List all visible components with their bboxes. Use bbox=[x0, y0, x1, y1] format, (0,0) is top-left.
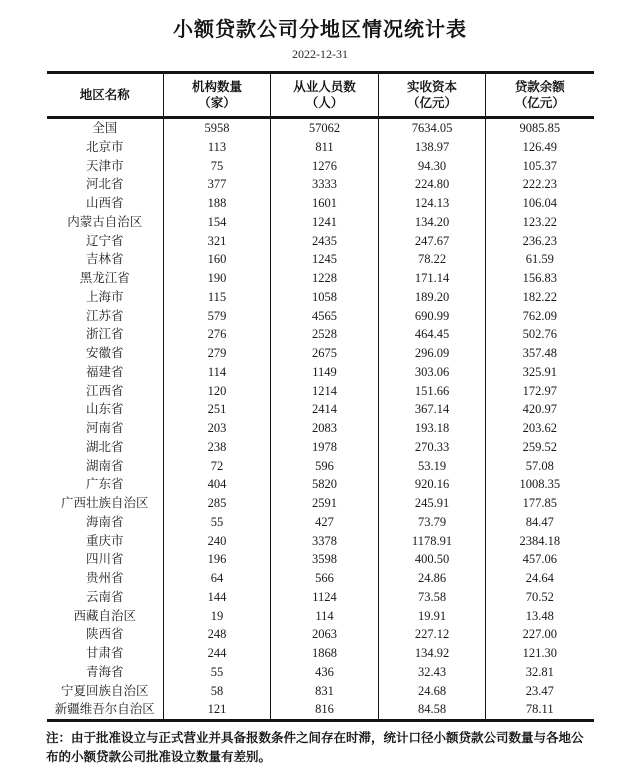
value-cell: 64 bbox=[164, 569, 271, 588]
region-cell: 江苏省 bbox=[47, 307, 164, 326]
value-cell: 464.45 bbox=[379, 325, 486, 344]
column-header-unit: （亿元） bbox=[514, 96, 565, 110]
value-cell: 400.50 bbox=[379, 550, 486, 569]
region-cell: 甘肃省 bbox=[47, 644, 164, 663]
value-cell: 2435 bbox=[271, 232, 379, 251]
value-cell: 762.09 bbox=[522, 308, 557, 323]
value-cell: 24.68 bbox=[379, 682, 486, 701]
table-row bbox=[47, 157, 594, 176]
column-header bbox=[486, 73, 594, 118]
value-cell: 1149 bbox=[271, 363, 379, 382]
value-cell: 222.23 bbox=[522, 177, 557, 192]
page-title: 小额贷款公司分地区情况统计表 bbox=[173, 19, 467, 41]
value-cell: 248 bbox=[164, 625, 271, 644]
value-cell: 251 bbox=[164, 400, 271, 419]
value-cell: 596 bbox=[271, 457, 379, 476]
value-cell: 84.47 bbox=[525, 514, 554, 529]
value-cell: 19.91 bbox=[379, 607, 486, 626]
region-cell: 海南省 bbox=[47, 513, 164, 532]
column-header-label: 实收资本 bbox=[406, 79, 457, 94]
value-cell: 579 bbox=[164, 307, 271, 326]
value-cell: 126.49 bbox=[522, 139, 557, 154]
value-cell: 325.91 bbox=[522, 364, 557, 379]
value-cell: 245.91 bbox=[379, 494, 486, 513]
region-cell: 新疆维吾尔自治区 bbox=[47, 700, 164, 720]
region-cell: 湖南省 bbox=[47, 457, 164, 476]
value-cell: 1601 bbox=[271, 194, 379, 213]
table-row bbox=[47, 457, 594, 476]
value-cell: 55 bbox=[164, 663, 271, 682]
value-cell: 920.16 bbox=[379, 475, 486, 494]
value-cell: 121 bbox=[164, 700, 271, 720]
value-cell: 3598 bbox=[271, 550, 379, 569]
column-header-unit: （家） bbox=[198, 96, 236, 110]
value-cell: 32.81 bbox=[525, 664, 554, 679]
value-cell: 1214 bbox=[271, 382, 379, 401]
value-cell: 70.52 bbox=[525, 589, 554, 604]
table-row bbox=[47, 682, 594, 701]
value-cell: 2414 bbox=[271, 400, 379, 419]
value-cell: 13.48 bbox=[525, 608, 554, 623]
value-cell: 84.58 bbox=[379, 700, 486, 720]
value-cell: 1241 bbox=[271, 213, 379, 232]
table-row bbox=[47, 513, 594, 532]
region-cell: 云南省 bbox=[47, 588, 164, 607]
value-cell: 58 bbox=[164, 682, 271, 701]
column-header bbox=[379, 73, 486, 118]
value-cell: 9085.85 bbox=[519, 121, 561, 136]
value-cell: 224.80 bbox=[379, 175, 486, 194]
table-row bbox=[47, 175, 594, 194]
value-cell: 156.83 bbox=[522, 271, 557, 286]
value-cell: 357.48 bbox=[522, 346, 557, 361]
table-row bbox=[47, 700, 594, 720]
column-header-label: 机构数量 bbox=[191, 79, 242, 94]
value-cell: 690.99 bbox=[379, 307, 486, 326]
value-cell: 285 bbox=[164, 494, 271, 513]
value-cell: 94.30 bbox=[379, 157, 486, 176]
value-cell: 566 bbox=[271, 569, 379, 588]
value-cell: 193.18 bbox=[379, 419, 486, 438]
region-cell: 全国 bbox=[47, 118, 164, 138]
table-row bbox=[47, 644, 594, 663]
value-cell: 114 bbox=[271, 607, 379, 626]
value-cell: 188 bbox=[164, 194, 271, 213]
value-cell: 1124 bbox=[271, 588, 379, 607]
value-cell: 5958 bbox=[164, 118, 271, 138]
table-row bbox=[47, 213, 594, 232]
column-header-label: 贷款余额 bbox=[514, 79, 565, 94]
table-row bbox=[47, 419, 594, 438]
value-cell: 144 bbox=[164, 588, 271, 607]
region-cell: 内蒙古自治区 bbox=[47, 213, 164, 232]
value-cell: 78.11 bbox=[525, 702, 554, 717]
table-row bbox=[47, 550, 594, 569]
value-cell: 1178.91 bbox=[379, 532, 486, 551]
table-header-row bbox=[47, 73, 594, 118]
value-cell: 113 bbox=[164, 138, 271, 157]
table-row bbox=[47, 569, 594, 588]
value-cell: 227.12 bbox=[379, 625, 486, 644]
region-cell: 山东省 bbox=[47, 400, 164, 419]
region-cell: 上海市 bbox=[47, 288, 164, 307]
value-cell: 121.30 bbox=[522, 646, 557, 661]
column-header-label: 从业人员数 bbox=[293, 79, 356, 94]
value-cell: 53.19 bbox=[379, 457, 486, 476]
value-cell: 436 bbox=[271, 663, 379, 682]
value-cell: 61.59 bbox=[525, 252, 554, 267]
table-body bbox=[47, 118, 594, 721]
table-row bbox=[47, 625, 594, 644]
table-row bbox=[47, 532, 594, 551]
value-cell: 296.09 bbox=[379, 344, 486, 363]
value-cell: 57062 bbox=[271, 118, 379, 138]
value-cell: 270.33 bbox=[379, 438, 486, 457]
table-row bbox=[47, 307, 594, 326]
table-row bbox=[47, 325, 594, 344]
region-cell: 河北省 bbox=[47, 175, 164, 194]
value-cell: 32.43 bbox=[379, 663, 486, 682]
value-cell: 196 bbox=[164, 550, 271, 569]
region-cell: 贵州省 bbox=[47, 569, 164, 588]
value-cell: 279 bbox=[164, 344, 271, 363]
table-row bbox=[47, 400, 594, 419]
table-row bbox=[47, 194, 594, 213]
value-cell: 2083 bbox=[271, 419, 379, 438]
value-cell: 367.14 bbox=[379, 400, 486, 419]
value-cell: 123.22 bbox=[522, 214, 557, 229]
value-cell: 75 bbox=[164, 157, 271, 176]
value-cell: 4565 bbox=[271, 307, 379, 326]
value-cell: 247.67 bbox=[379, 232, 486, 251]
value-cell: 203.62 bbox=[522, 421, 557, 436]
table-row bbox=[47, 232, 594, 251]
value-cell: 190 bbox=[164, 269, 271, 288]
value-cell: 189.20 bbox=[379, 288, 486, 307]
region-cell: 青海省 bbox=[47, 663, 164, 682]
value-cell: 259.52 bbox=[522, 439, 557, 454]
column-header-unit: （人） bbox=[305, 96, 344, 110]
value-cell: 303.06 bbox=[379, 363, 486, 382]
value-cell: 203 bbox=[164, 419, 271, 438]
region-cell: 浙江省 bbox=[47, 325, 164, 344]
value-cell: 1008.35 bbox=[519, 477, 561, 492]
region-cell: 陕西省 bbox=[47, 625, 164, 644]
region-cell: 辽宁省 bbox=[47, 232, 164, 251]
value-cell: 377 bbox=[164, 175, 271, 194]
report-date: 2022-12-31 bbox=[292, 47, 348, 61]
value-cell: 134.92 bbox=[379, 644, 486, 663]
region-cell: 广西壮族自治区 bbox=[47, 494, 164, 513]
footnote: 注：由于批准设立与正式营业并具备报数条件之间存在时滞，统计口径小额贷款公司数量与各地公布的小额贷款公司批准设立数量有差别。 bbox=[46, 731, 584, 765]
table-row bbox=[47, 382, 594, 401]
value-cell: 154 bbox=[164, 213, 271, 232]
value-cell: 105.37 bbox=[522, 158, 557, 173]
value-cell: 114 bbox=[164, 363, 271, 382]
value-cell: 24.64 bbox=[525, 571, 554, 586]
region-cell: 广东省 bbox=[47, 475, 164, 494]
value-cell: 1868 bbox=[271, 644, 379, 663]
value-cell: 2675 bbox=[271, 344, 379, 363]
value-cell: 276 bbox=[164, 325, 271, 344]
value-cell: 404 bbox=[164, 475, 271, 494]
value-cell: 73.79 bbox=[379, 513, 486, 532]
value-cell: 3333 bbox=[271, 175, 379, 194]
table-row bbox=[47, 138, 594, 157]
value-cell: 78.22 bbox=[379, 250, 486, 269]
table-row bbox=[47, 363, 594, 382]
region-cell: 北京市 bbox=[47, 138, 164, 157]
table-row bbox=[47, 475, 594, 494]
region-cell: 西藏自治区 bbox=[47, 607, 164, 626]
table-row bbox=[47, 494, 594, 513]
value-cell: 134.20 bbox=[379, 213, 486, 232]
region-cell: 江西省 bbox=[47, 382, 164, 401]
value-cell: 2384.18 bbox=[519, 533, 561, 548]
table-row bbox=[47, 118, 594, 138]
value-cell: 238 bbox=[164, 438, 271, 457]
value-cell: 502.76 bbox=[522, 327, 557, 342]
region-cell: 福建省 bbox=[47, 363, 164, 382]
value-cell: 160 bbox=[164, 250, 271, 269]
value-cell: 120 bbox=[164, 382, 271, 401]
region-cell: 湖北省 bbox=[47, 438, 164, 457]
value-cell: 1245 bbox=[271, 250, 379, 269]
table-row bbox=[47, 438, 594, 457]
value-cell: 2063 bbox=[271, 625, 379, 644]
table-row bbox=[47, 250, 594, 269]
value-cell: 177.85 bbox=[522, 496, 557, 511]
region-cell: 山西省 bbox=[47, 194, 164, 213]
value-cell: 2528 bbox=[271, 325, 379, 344]
table-row bbox=[47, 663, 594, 682]
column-header bbox=[271, 73, 379, 118]
region-cell: 重庆市 bbox=[47, 532, 164, 551]
value-cell: 1276 bbox=[271, 157, 379, 176]
table-row bbox=[47, 269, 594, 288]
region-cell: 四川省 bbox=[47, 550, 164, 569]
region-cell: 安徽省 bbox=[47, 344, 164, 363]
value-cell: 171.14 bbox=[379, 269, 486, 288]
value-cell: 151.66 bbox=[379, 382, 486, 401]
value-cell: 227.00 bbox=[522, 627, 557, 642]
column-header-label: 地区名称 bbox=[79, 87, 130, 102]
table-row bbox=[47, 607, 594, 626]
value-cell: 244 bbox=[164, 644, 271, 663]
value-cell: 811 bbox=[271, 138, 379, 157]
value-cell: 115 bbox=[164, 288, 271, 307]
value-cell: 1978 bbox=[271, 438, 379, 457]
value-cell: 73.58 bbox=[379, 588, 486, 607]
value-cell: 457.06 bbox=[522, 552, 557, 567]
value-cell: 427 bbox=[271, 513, 379, 532]
column-header-unit: （亿元） bbox=[406, 96, 457, 110]
value-cell: 2591 bbox=[271, 494, 379, 513]
value-cell: 7634.05 bbox=[379, 118, 486, 138]
value-cell: 106.04 bbox=[522, 196, 557, 211]
statistics-table bbox=[47, 71, 594, 722]
value-cell: 236.23 bbox=[522, 233, 557, 248]
column-header bbox=[164, 73, 271, 118]
table-row bbox=[47, 288, 594, 307]
region-cell: 河南省 bbox=[47, 419, 164, 438]
value-cell: 72 bbox=[164, 457, 271, 476]
value-cell: 1228 bbox=[271, 269, 379, 288]
value-cell: 1058 bbox=[271, 288, 379, 307]
value-cell: 138.97 bbox=[379, 138, 486, 157]
value-cell: 172.97 bbox=[522, 383, 557, 398]
value-cell: 55 bbox=[164, 513, 271, 532]
region-cell: 天津市 bbox=[47, 157, 164, 176]
value-cell: 420.97 bbox=[522, 402, 557, 417]
value-cell: 816 bbox=[271, 700, 379, 720]
value-cell: 5820 bbox=[271, 475, 379, 494]
value-cell: 182.22 bbox=[522, 289, 557, 304]
region-cell: 吉林省 bbox=[47, 250, 164, 269]
value-cell: 24.86 bbox=[379, 569, 486, 588]
value-cell: 23.47 bbox=[525, 683, 554, 698]
value-cell: 57.08 bbox=[525, 458, 554, 473]
region-cell: 黑龙江省 bbox=[47, 269, 164, 288]
value-cell: 124.13 bbox=[379, 194, 486, 213]
value-cell: 321 bbox=[164, 232, 271, 251]
value-cell: 240 bbox=[164, 532, 271, 551]
table-row bbox=[47, 588, 594, 607]
region-cell: 宁夏回族自治区 bbox=[47, 682, 164, 701]
value-cell: 3378 bbox=[271, 532, 379, 551]
value-cell: 19 bbox=[164, 607, 271, 626]
column-header bbox=[47, 73, 164, 118]
value-cell: 831 bbox=[271, 682, 379, 701]
table-row bbox=[47, 344, 594, 363]
